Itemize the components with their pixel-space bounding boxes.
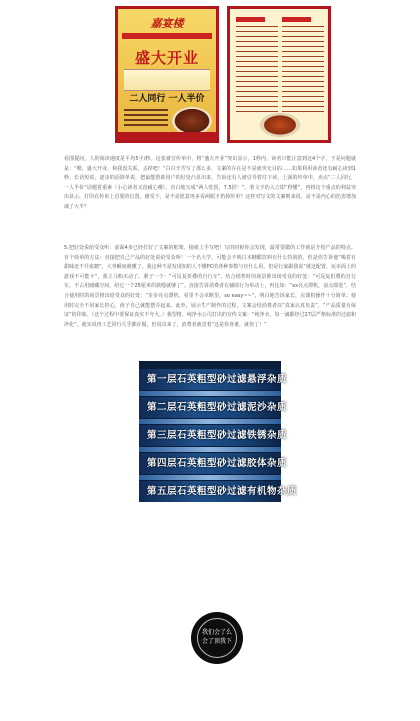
filter-layer-1: 第一层石英粗型砂过滤悬浮杂质 bbox=[139, 369, 281, 390]
filter-divider bbox=[139, 419, 281, 424]
filter-divider bbox=[139, 391, 281, 396]
menu-column-right bbox=[282, 17, 324, 116]
filter-divider bbox=[139, 475, 281, 480]
filter-layer-5: 第五层石英粗型砂过滤有机物杂质 bbox=[139, 481, 281, 502]
flyer-footer bbox=[118, 132, 216, 140]
flyer-headline: 盛大开业 bbox=[134, 49, 199, 67]
flyer-contact-lines bbox=[124, 109, 168, 129]
article-paragraph-1: 看图提问，人的阅读速度是平均5字/秒。这张被宣传单中，将“盛大开业”突出显示，1秒内，读者只能注意到这4个字，于是问题就是：“嗯，盛大开业，和我没关系，丢掉吧！”白白辛苦写了那么多，文案的存在是不是就突无目的……如果利用读者还有耐心读到1秒，长话短说，逐步的话简单说，把最能帮助用户的好处凸显出来，告诉还有人被引导着往下读。上面的传单中，卖点“二人同行，一人半价”话题着重素（小心读者又没耐心哦）。直白地写成“两人吃饭，7.5折！”，着文字的入立即“秒懂”，再将这个重点的利益突出显示，打印在传单上首要的位置。感受下，是不是愿意再多看两眼才扔掉传单？这样对写文的文案则来说，是不是内心的伤害增加减了大半？ bbox=[64, 156, 356, 210]
flyer-scroll-banner bbox=[124, 69, 210, 91]
flyer-date-strip bbox=[122, 33, 212, 39]
badge-line-2: 会了顶我下 bbox=[201, 638, 232, 645]
flyer-promo-text: 二人同行 一人半价 bbox=[129, 94, 205, 104]
filter-divider bbox=[139, 447, 281, 452]
filter-layer-2: 第二层石英粗型砂过滤泥沙杂质 bbox=[139, 397, 281, 418]
flyer-logo: 嘉宴楼 bbox=[150, 17, 184, 30]
article-paragraph-2: 5.把好处说给受众听：前面4步已经打好了文案的框架，接就上手写吧！写的时候你会发现，最常要做的工作就是介绍产品的特点。有个简单的方法：直接把自己产品的好处说给受众听！一个名大学，可能会不明白本糖醋饮料有什么特别的，但是你告诉他“喝着有甜味还不升血糖”，大爷瞬间就懂了。我这种不是发现知的人不懂PC的各种参数与有什么用，但是行家跟我说“就这配置，玩市面上的游戏不可能卡”，我立马购买动了。栗子一个：“可反复折叠的自行车”，结合销售时的场景推出场受众的好处：“可反复折叠的自行车，不占用储藏空间，给它一个25厘米的狭缝就够了”。直接告诉消费者在辅助行为举动上，再比如：“xx亮点漂机，前点即进”，结合使用时的场景推出给受众的好处：“步步亮点漂机，看里不会卓断里，so easy~~”。明白地告诉家长，点课机操作十分简单；使用时完全不用家长担心，孩子自己就能摆弄起来。此外，展示生产制作的过程，文案会结消费者以“真家认真负责”，“产品质量有保证”的印象。（这个过程中要保证真实不夸大。）我型格，纯净水公司打出的宣传文案：“纯净水，每一滴都经过27层严格标准的过滤和净化”，就实说再工艺同行几乎都在做，但说出来了，消费者就觉着“这是你喜谁，就你了！” bbox=[64, 245, 356, 328]
badge-line-1: 我们会了么 bbox=[201, 629, 232, 636]
flyer-front-image bbox=[115, 6, 219, 143]
filter-layers-image bbox=[139, 361, 298, 497]
filter-layer-3: 第三层石英粗型砂过滤铁锈杂质 bbox=[139, 425, 281, 446]
flyer-menu-image bbox=[227, 6, 331, 143]
flyer-dish-photo bbox=[172, 107, 212, 135]
flyer-soup-photo bbox=[260, 113, 300, 137]
filter-layer-4: 第四层石英粗型砂过滤胶体杂质 bbox=[139, 453, 281, 474]
like-badge-button[interactable] bbox=[191, 612, 243, 664]
menu-column-left bbox=[236, 17, 278, 116]
